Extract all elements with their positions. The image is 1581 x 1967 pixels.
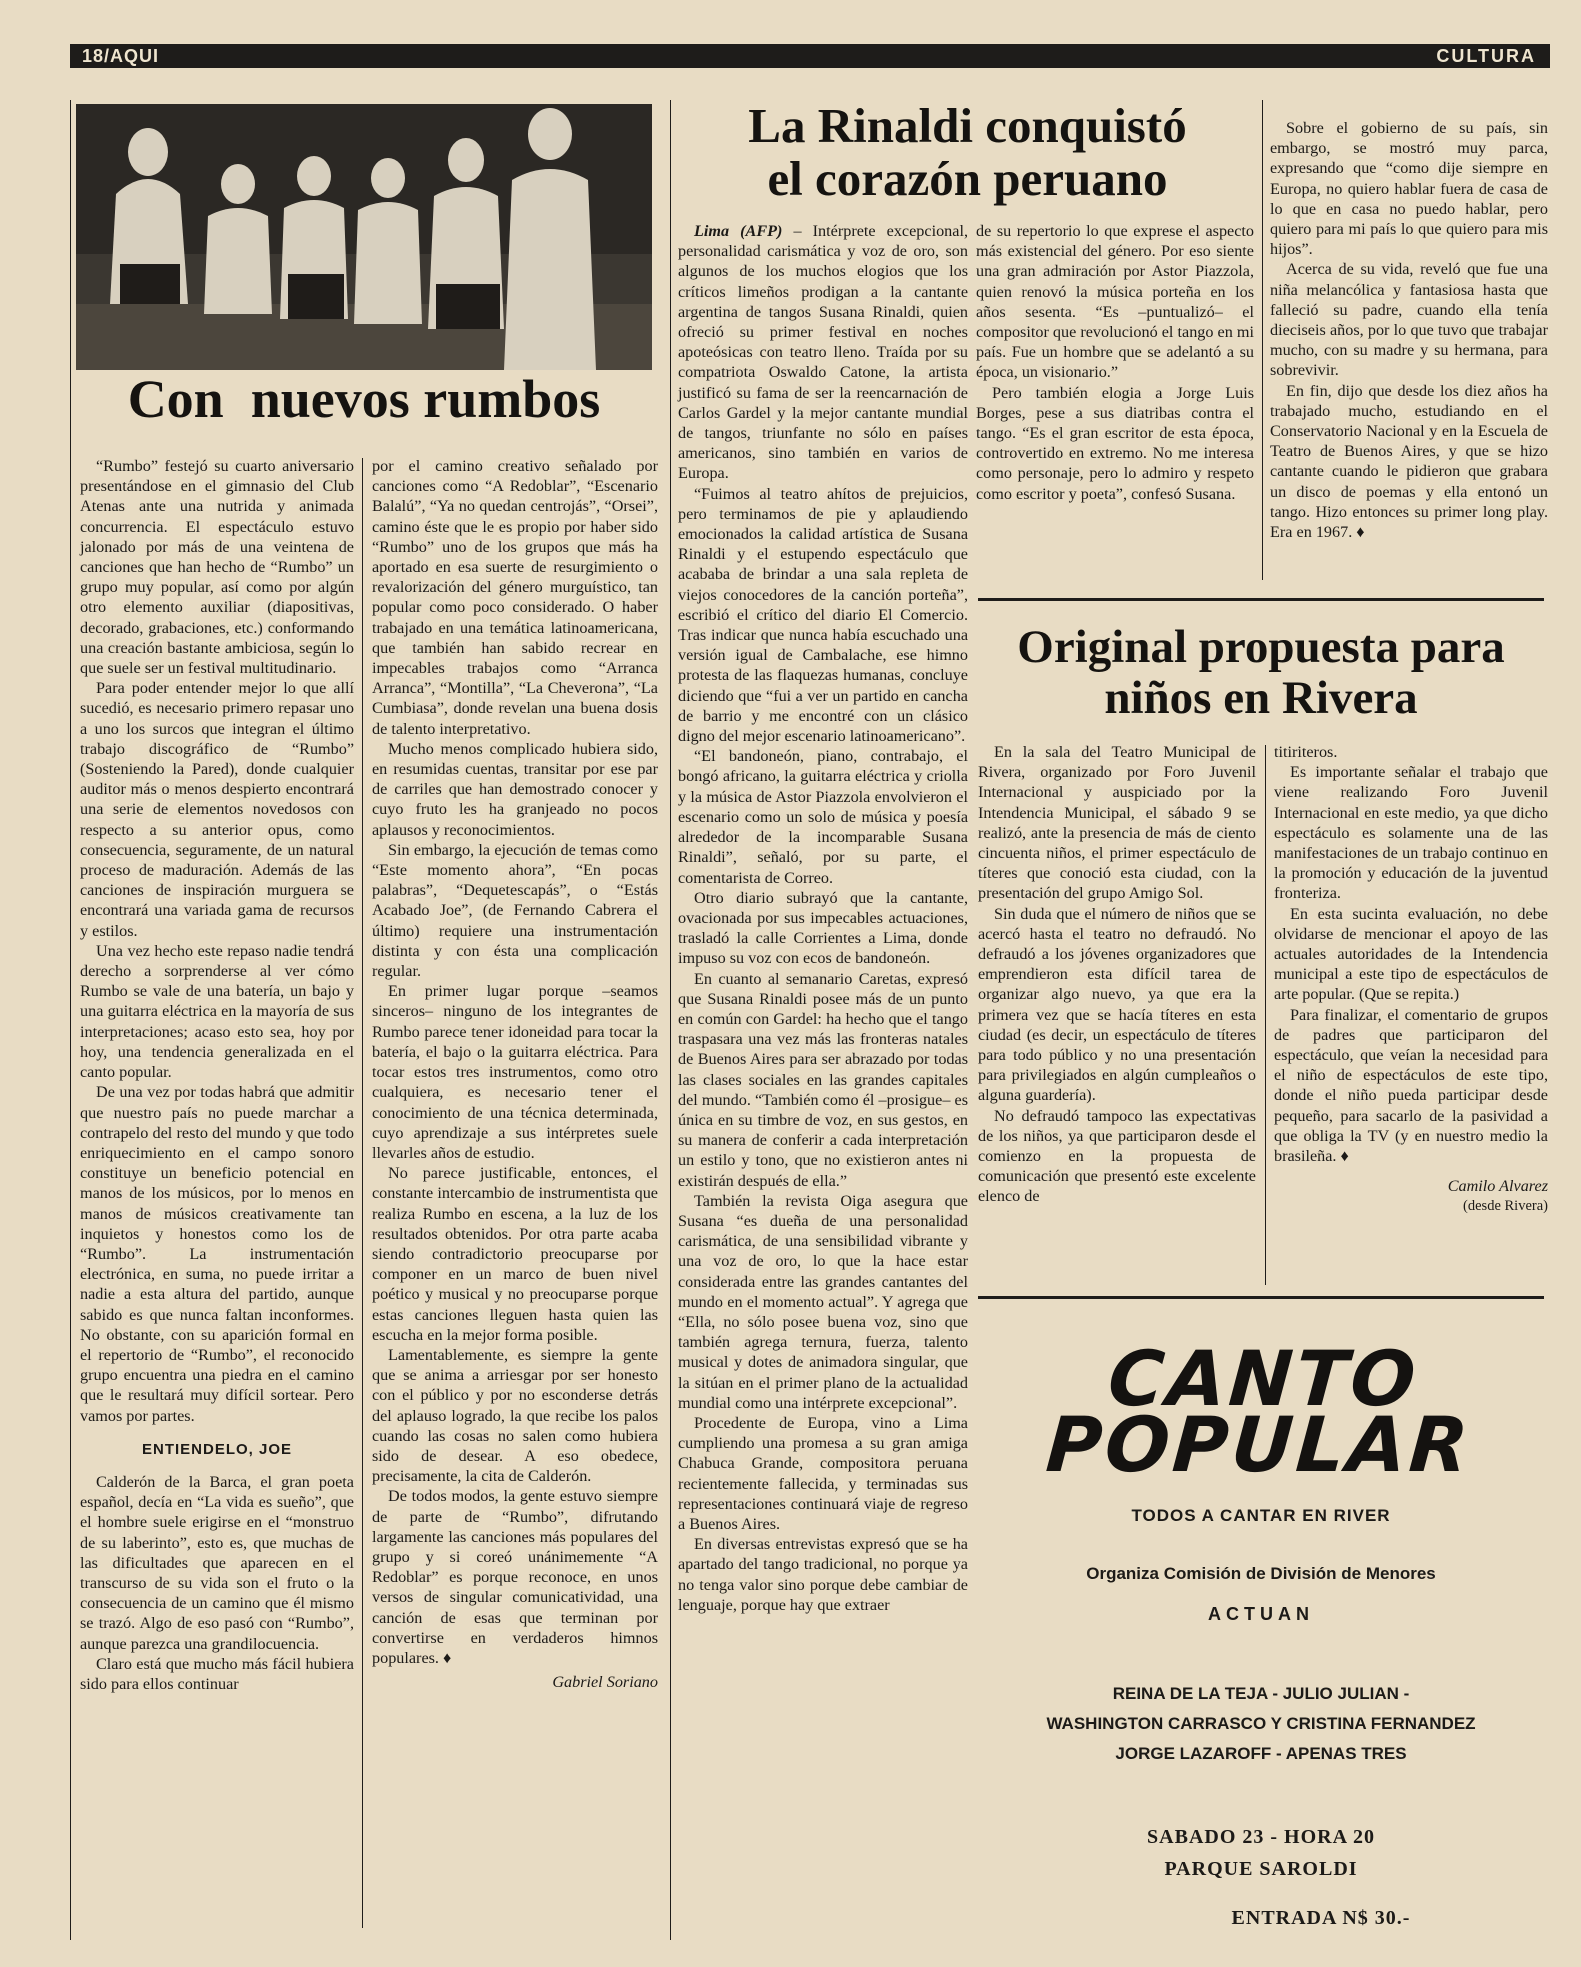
rivera-column-2	[1274, 742, 1548, 1217]
canto-popular-logo	[973, 1334, 1548, 1489]
event-venue: PARQUE SAROLDI	[1164, 1858, 1358, 1880]
paragraph: En diversas entrevistas expresó que se ha apartado del tango tradicional, no porque ya no tenga valor sino porque debe cambiar de lenguaje, porque hay que extraer	[678, 1535, 968, 1614]
ad-artists	[978, 1679, 1544, 1769]
rumbo-headline: Con nuevos rumbos	[127, 369, 601, 429]
paragraph: Sobre el gobierno de su país, sin embargo, se mostró muy parca, expresando que “como dije siempre en Europa, no quiero hablar fuera de casa de lo que en casa no puedo hablar, pero quiero para mi país lo que quiero para mis hijos”.	[1270, 119, 1548, 259]
event-date: SABADO 23 - HORA 20	[1147, 1826, 1375, 1848]
logo-line: POPULAR	[1043, 1400, 1475, 1489]
logo-line: CANTO	[1105, 1334, 1422, 1423]
artists-line: WASHINGTON CARRASCO Y CRISTINA FERNANDEZ	[1046, 1714, 1476, 1733]
paragraph: En esta sucinta evaluación, no debe olvidarse de mencionar el apoyo de las actuales autoridades de la Intendencia municipal a este tipo de espectáculos de arte popular. (Que se repita.)	[1274, 904, 1548, 1004]
paragraph: Pero también elogia a Jorge Luis Borges, pese a sus diatribas contra el tango. “Es el gran escritor de esta época, controvertido en extremo. No me interesa como personaje, pero lo admiro y respeto como escritor y poeta”, confesó Susana.	[976, 383, 1254, 503]
column-rule	[670, 100, 671, 1940]
rivera-column-1	[978, 742, 1256, 1207]
paragraph: Procedente de Europa, vino a Lima cumpliendo una promesa a su gran amiga Chabuca Grande, compositora peruana recientemente fallecida, y terminadas sus representaciones continuará viaje de regreso a Buenos Aires.	[678, 1413, 968, 1533]
paragraph: Claro está que mucho más fácil hubiera sido para ellos continuar	[80, 1654, 354, 1693]
paragraph: No parece justificable, entonces, el constante intercambio de instrumentista que realiza Rumbo en escena, a la luz de los resultados obtenidos. Por otra parte acaba siendo contradictorio preocuparse por componer en un marco de buen nivel poético y musical y no preocuparse porque estas canciones lleguen hasta quien las escucha en la mejor forma posible.	[372, 1164, 658, 1344]
paragraph: En cuanto al semanario Caretas, expresó que Susana Rinaldi posee más de un punto en común con Gardel: ha hecho que el tango traspasara una vez más las fronteras natales de Buenos Aires para ser abrazado por todas las clases sociales en las grandes capitales del mundo. “También como él –prosigue– es única en su timbre de voz, en sus gestos, en su manera de conferir a cada interpretación un estilo y tono, que no existieron antes ni existirán después de ella.”	[678, 969, 968, 1190]
paragraph: por el camino creativo señalado por canciones como “A Redoblar”, “Escenario Balalú”, “Ya no quedan centrojás”, “Orsei”, camino éste que le es propio por haber sido “Rumbo” uno de los grupos que más ha aportado en esa suerte de resurgimiento o revalorización del género murguístico, tan popular como poco considerado. O haber trabajado en una temática latinoamericana, que también han sabido recrear en impecables trabajos como “Arranca Arranca”, “Montilla”, “La Cheverona”, “La Cumbiasa”, donde revelan una buena dosis de talento interpretativo.	[372, 457, 658, 738]
headline-line: Original propuesta para	[1017, 621, 1505, 673]
paragraph: “Fuimos al teatro ahítos de prejuicios, pero terminamos de pie y aplaudiendo emocionados la calidad artística de Susana Rinaldi y el estupendo espectáculo que acababa de brindar a una sala repleta de viejos conocedores de la canción porteña”, escribió el crítico del diario El Comercio. Tras indicar que nunca había escuchado una versión igual de Cambalache, ese himno protesta de las flaquezas humanas, concluye diciendo que “fui a ver un partido en cancha de barrio y me encontré con un clásico digno del mejor escenario latinoamericano”.	[678, 484, 968, 746]
paragraph: Es importante señalar el trabajo que viene realizando Foro Juvenil Internacional en este medio, ya que dicho espectáculo es solamente una de las manifestaciones de un trabajo continuo en la promoción y educación de la juventud fronteriza.	[1274, 763, 1548, 903]
paragraph: Para finalizar, el comentario de grupos de padres que participaron del espectáculo, que veían la necesidad para el niño de espectáculos de este tipo, donde el niño pueda participar desde pequeño, para sacarlo de la pasividad a que obliga la TV (y en nuestro medio la brasileña. ♦	[1274, 1005, 1548, 1166]
paragraph: En fin, dijo que desde los diez años ha trabajado mucho, estudiando en el Conservatorio Nacional y en la Escuela de Teatro de Buenos Aires, y que se hizo cantante cuando le pidieron que grabara un disco de poemas y ella entonó un tango. Hizo entonces su primer long play. Era en 1967. ♦	[1270, 381, 1548, 542]
paragraph: Acerca de su vida, reveló que fue una niña melancólica y fantasiosa hasta que falleció su padre, cuando ella tenía dieciseis años, por lo que tuvo que trabajar mucho, con su madre y su hermana, para sobrevivir.	[1270, 260, 1548, 380]
paragraph: Lamentablemente, es siempre la gente que se anima a arriesgar por ser honesto con el público y por no esconderse detrás del aplauso logrado, la que recibe los palos cuando las cosas no salen como hubiera sido de desear. A eso obedece, precisamente, la cita de Calderón.	[372, 1345, 658, 1486]
rumbo-column-2	[372, 456, 658, 1692]
dateline: Lima (AFP)	[694, 222, 783, 240]
byline-place: (desde Rivera)	[1463, 1198, 1548, 1215]
byline: Gabriel Soriano	[552, 1673, 658, 1692]
headline-line: el corazón peruano	[767, 150, 1168, 206]
paragraph: “El bandoneón, piano, contrabajo, el bongó africano, la guitarra eléctrica y criolla y la música de Astor Piazzola envolvieron el escenario como un solo de música y poesía alrededor de la incomparable Susana Rinaldi”, señaló, por su parte, el comentarista de Correo.	[678, 747, 968, 887]
section-label: CULTURA	[1436, 46, 1536, 66]
lead-text: – Intérprete excepcional, personalidad carismática y voz de oro, son algunos de los muchos elogios que los críticos limeños prodigan a la cantante argentina de tangos Susana Rinaldi, quien ofreció su primer festival en noches apoteósicas con teatro lleno. Traída por su compatriota Oswaldo Catone, la artista justificó su fama de ser la reencarnación de Carlos Gardel y la mejor cantante mundial de tangos, triunfante no sólo en países americanos, sino también en varios de Europa.	[678, 222, 968, 483]
byline: Camilo Alvarez	[1447, 1177, 1548, 1196]
paragraph: No defraudó tampoco las expectativas de los niños, ya que participaron desde el comienzo en la propuesta de comunicación que presentó este excelente elenco de	[978, 1106, 1256, 1206]
artists-line: JORGE LAZAROFF - APENAS TRES	[1115, 1744, 1407, 1763]
column-rule	[1262, 100, 1263, 580]
paragraph: Mucho menos complicado hubiera sido, en resumidas cuentas, transitar por ese par de carriles que han demostrado conocer y cuyo fruto les ha granjeado no pocos aplausos y reconocimientos.	[372, 739, 658, 839]
page-header-bar	[70, 44, 1550, 68]
paragraph	[678, 221, 968, 484]
artists-line: REINA DE LA TEJA - JULIO JULIAN -	[1112, 1684, 1410, 1703]
rumbo-column-1	[80, 456, 354, 1694]
rinaldi-column-1	[678, 221, 968, 1615]
paragraph: También la revista Oiga asegura que Susana “es dueña de una personalidad carismática, de una sensibilidad vibrante y una voz de oro, lo que la hace estar considerada entre las grandes cantantes del mundo en el momento actual”. Y agrega que “Ella, no sólo posee buena voz, sino que también agrega ternura, fuerza, talento musical y dotes de animadora singular, que la sitúan en el primer plano de la actualidad mundial como una intérprete excepcional”.	[678, 1191, 968, 1412]
paragraph: De una vez por todas habrá que admitir que nuestro país no puede marchar a contrapelo del resto del mundo y que todo enriquecimiento en el campo sonoro constituye un beneficio potencial en manos de los músicos, por lo menos en manos de músicos creativamente tan inquietos y honestos como los de “Rumbo”. La instrumentación electrónica, en suma, no puede irritar a nadie a esta altura del partido, aunque sabido es que nunca faltan inconformes. No obstante, con su aparición formal en el repertorio de “Rumbo”, el reconocido grupo encuentra una piedra en el camino que le resultará muy difícil sortear. Pero vamos por partes.	[80, 1083, 354, 1425]
paragraph: Sin duda que el número de niños que se acercó hasta el teatro no defraudó. No defraudó a los jóvenes organizadores que emprendieron esta difícil tarea de organizar algo nuevo, ya que era la primera vez que se hacía títeres en esta ciudad (es decir, un espectáculo de títeres para todo público y no una presentación para privilegiados en algún cumpleaños o alguna guardería).	[978, 904, 1256, 1105]
paragraph: En la sala del Teatro Municipal de Rivera, organizado por Foro Juvenil Internacional y auspiciado por la Intendencia Municipal, el sábado 9 se realizó, ante la presencia de más de ciento cincuenta niños, el primer espectáculo de títeres que conoció esta ciudad, con la presentación del grupo Amigo Sol.	[978, 743, 1256, 903]
event-price: ENTRADA N$ 30.-	[1231, 1907, 1411, 1929]
section-rule	[978, 1296, 1544, 1299]
rinaldi-column-2	[976, 221, 1254, 504]
ad-event-details	[978, 1821, 1544, 1885]
rinaldi-headline	[680, 100, 1255, 206]
canto-popular-advertisement	[978, 1300, 1544, 1929]
paragraph: “Rumbo” festejó su cuarto aniversario presentándose en el gimnasio del Club Atenas ante una nutrida y animada concurrencia. El espectáculo estuvo jalonado por más de una veintena de canciones que han hecho de “Rumbo” un grupo muy popular, así como por algún otro elemento auxiliar (diapositivas, decorado, grabaciones, etc.) conformando una creación bastante ambiciosa, según lo que suele ser un festival multitudinario.	[80, 457, 354, 678]
paragraph: De todos modos, la gente estuvo siempre de parte de “Rumbo”, difrutando largamente las canciones más populares del grupo y si coreó unánimemente “A Redoblar” es porque reconoce, en unos versos de singular comunicatividad, una canción de esas que terminan por convertirse en verdaderos himnos populares. ♦	[372, 1487, 658, 1667]
rinaldi-column-3	[1270, 118, 1548, 542]
headline-line: niños en Rivera	[1104, 671, 1418, 724]
paragraph: En primer lugar porque –seamos sinceros– ninguno de los integrantes de Rumbo parece tener idoneidad para tocar la batería, el bajo o la guitarra eléctrica. Para tocar estos tres instrumentos, como otro cualquiera, es necesario tener el conocimiento de una técnica determinada, cuyo aprendizaje a sus intérpretes suele llevarles años de estudio.	[372, 982, 658, 1162]
ad-actuan-label: ACTUAN	[1208, 1604, 1314, 1624]
paragraph: Para poder entender mejor lo que allí sucedió, es necesario primero repasar uno a uno los surcos que integran el último trabajo discográfico de “Rumbo” (Sosteniendo la Pared), donde cualquier auditor más o menos despierto encontrará una serie de elementos novedosos con respecto a su anterior opus, como consecuencia, seguramente, de un natural proceso de maduración. Además de las canciones de inspiración murguera se encontrará una variada gama de recursos y estilos.	[80, 679, 354, 940]
page-number-label: 18/AQUI	[82, 46, 160, 66]
column-rule	[362, 458, 363, 1928]
paragraph: Sin embargo, la ejecución de temas como “Este momento ahora”, “En pocas palabras”, “Dequetescapás”, o “Estás Acabado Joe”, (de Fernando Cabrera el último) requiere una instrumentación distinta y con ésta una complicación regular.	[372, 840, 658, 981]
column-rule	[70, 100, 71, 1940]
paragraph: Calderón de la Barca, el gran poeta español, decía en “La vida es sueño”, que el hombre suele erigirse en el “monstruo de su laberinto”, esto es, que muchas de las dificultades que aparecen en el transcurso de su vida son el fruto o la consecuencia de un camino que él mismo se trazó. Algo de eso pasó con “Rumbo”, aunque parezca una grandilocuencia.	[80, 1472, 354, 1653]
headline-line: La Rinaldi conquistó	[748, 98, 1187, 153]
subheading: ENTIENDELO, JOE	[141, 1440, 293, 1458]
band-photo-image	[76, 104, 652, 370]
ad-tagline: TODOS A CANTAR EN RIVER	[1131, 1506, 1391, 1525]
band-photo	[76, 104, 652, 370]
paragraph: de su repertorio lo que exprese el aspecto más existencial del género. Por eso siente una gran admiración por Astor Piazzola, quien renovó la música porteña en los años sesenta. “Es –puntualizó– el compositor que revolucionó el tango en mi país. Fue un hombre que se adelantó a su época, un visionario.”	[976, 222, 1254, 382]
section-rule	[978, 598, 1544, 601]
paragraph: titiriteros.	[1274, 743, 1338, 761]
column-rule	[1265, 745, 1266, 1285]
rivera-headline	[978, 622, 1544, 724]
ad-organizer: Organiza Comisión de División de Menores	[1086, 1564, 1436, 1583]
paragraph: Otro diario subrayó que la cantante, ovacionada por sus impecables actuaciones, trasladó la calle Corrientes a Lima, donde impuso su voz con ecos de bandoneón.	[678, 888, 968, 968]
paragraph: Una vez hecho este repaso nadie tendrá derecho a sorprenderse al ver cómo Rumbo se vale de una batería, un bajo y una guitarra eléctrica en la mayoría de sus interpretaciones; acaso esto sea, hoy por hoy, una tendencia generalizada en el canto popular.	[80, 941, 354, 1082]
